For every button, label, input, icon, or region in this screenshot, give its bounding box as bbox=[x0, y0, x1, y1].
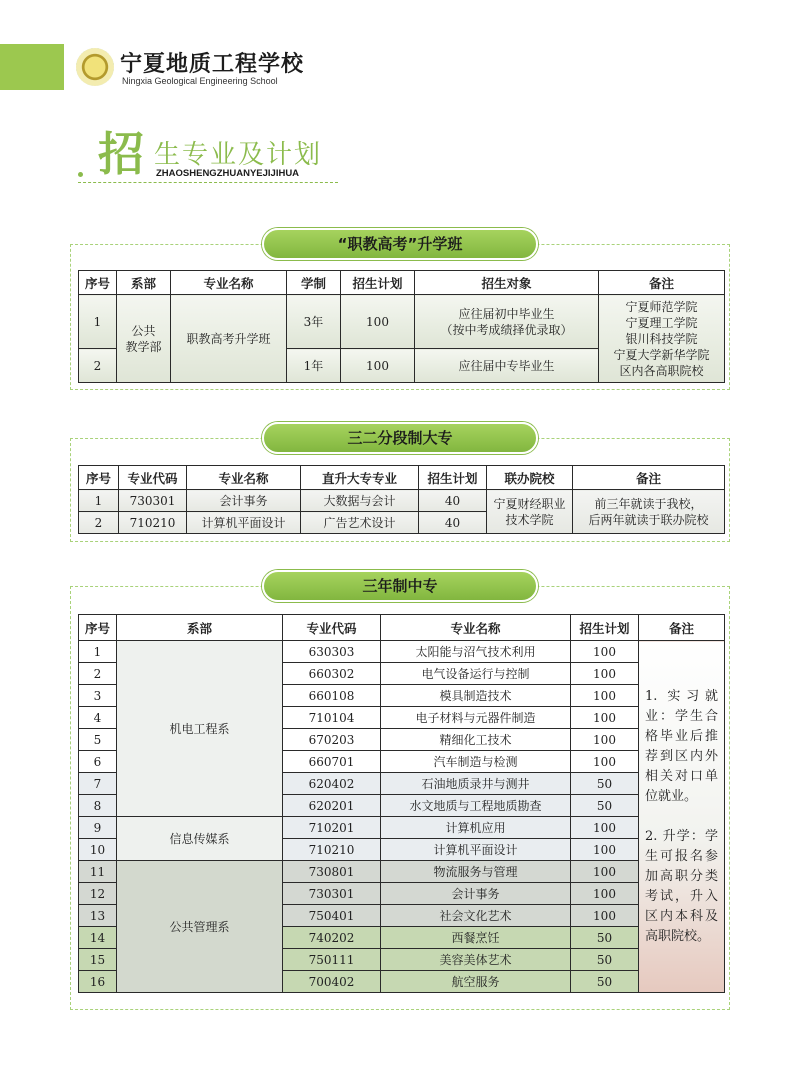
plan-cell: 50 bbox=[571, 795, 639, 817]
plan-cell: 100 bbox=[571, 883, 639, 905]
duration-cell: 1年 bbox=[287, 349, 341, 383]
section1-table bbox=[78, 270, 725, 383]
major-cell: 太阳能与沼气技术利用 bbox=[381, 641, 571, 663]
school-logo bbox=[76, 48, 114, 86]
row-number: 2 bbox=[79, 512, 119, 534]
plan-cell: 100 bbox=[341, 295, 415, 349]
col-header: 招生计划 bbox=[571, 615, 639, 641]
section3-title: 三年制中专 bbox=[262, 570, 538, 602]
plan-cell: 40 bbox=[419, 512, 487, 534]
row-number: 16 bbox=[79, 971, 117, 993]
code-cell: 660701 bbox=[283, 751, 381, 773]
college-major-cell: 广告艺术设计 bbox=[301, 512, 419, 534]
plan-cell: 100 bbox=[571, 707, 639, 729]
major-cell: 精细化工技术 bbox=[381, 729, 571, 751]
code-cell: 730301 bbox=[283, 883, 381, 905]
code-cell: 730801 bbox=[283, 861, 381, 883]
row-number: 4 bbox=[79, 707, 117, 729]
major-cell: 石油地质录井与测井 bbox=[381, 773, 571, 795]
header-accent-bar bbox=[0, 44, 64, 90]
plan-cell: 100 bbox=[571, 685, 639, 707]
major-cell: 会计事务 bbox=[381, 883, 571, 905]
table-row bbox=[79, 295, 725, 349]
row-number: 1 bbox=[79, 641, 117, 663]
target-cell: 应往届中专毕业生 bbox=[415, 349, 599, 383]
plan-cell: 40 bbox=[419, 490, 487, 512]
section2-title: 三二分段制大专 bbox=[262, 422, 538, 454]
code-cell: 750111 bbox=[283, 949, 381, 971]
college-major-cell: 大数据与会计 bbox=[301, 490, 419, 512]
code-cell: 740202 bbox=[283, 927, 381, 949]
major-cell: 会计事务 bbox=[187, 490, 301, 512]
col-header: 备注 bbox=[639, 615, 725, 641]
code-cell: 710210 bbox=[283, 839, 381, 861]
col-header: 备注 bbox=[573, 466, 725, 490]
col-header: 序号 bbox=[79, 271, 117, 295]
note-cell: 前三年就读于我校， 后两年就读于联办院校 bbox=[573, 490, 725, 534]
row-number: 12 bbox=[79, 883, 117, 905]
plan-cell: 100 bbox=[571, 729, 639, 751]
row-number: 1 bbox=[79, 295, 117, 349]
table-row bbox=[79, 641, 725, 663]
major-cell: 电子材料与元器件制造 bbox=[381, 707, 571, 729]
table-row bbox=[79, 861, 725, 883]
plan-cell: 100 bbox=[571, 861, 639, 883]
dept-cell: 公共管理系 bbox=[117, 861, 283, 993]
major-cell: 模具制造技术 bbox=[381, 685, 571, 707]
row-number: 6 bbox=[79, 751, 117, 773]
page-heading bbox=[78, 128, 338, 188]
col-header: 直升大专专业 bbox=[301, 466, 419, 490]
col-header: 招生计划 bbox=[419, 466, 487, 490]
plan-cell: 50 bbox=[571, 949, 639, 971]
table-row bbox=[79, 490, 725, 512]
code-cell: 660108 bbox=[283, 685, 381, 707]
plan-cell: 100 bbox=[571, 751, 639, 773]
table-row bbox=[79, 817, 725, 839]
dept-cell: 信息传媒系 bbox=[117, 817, 283, 861]
major-cell: 航空服务 bbox=[381, 971, 571, 993]
major-cell: 计算机平面设计 bbox=[187, 512, 301, 534]
heading-title: 生专业及计划 bbox=[154, 140, 323, 170]
col-header: 专业代码 bbox=[119, 466, 187, 490]
col-header: 招生计划 bbox=[341, 271, 415, 295]
col-header: 专业名称 bbox=[381, 615, 571, 641]
code-cell: 620201 bbox=[283, 795, 381, 817]
col-header: 序号 bbox=[79, 466, 119, 490]
code-cell: 710210 bbox=[119, 512, 187, 534]
col-header: 系部 bbox=[117, 271, 171, 295]
code-cell: 670203 bbox=[283, 729, 381, 751]
major-cell: 计算机平面设计 bbox=[381, 839, 571, 861]
partner-cell: 宁夏财经职业 技术学院 bbox=[487, 490, 573, 534]
col-header: 专业代码 bbox=[283, 615, 381, 641]
col-header: 备注 bbox=[599, 271, 725, 295]
code-cell: 730301 bbox=[119, 490, 187, 512]
code-cell: 620402 bbox=[283, 773, 381, 795]
school-name-en: Ningxia Geological Engineering School bbox=[122, 76, 278, 86]
major-cell: 汽车制造与检测 bbox=[381, 751, 571, 773]
target-cell: 应往届初中毕业生 （按中考成绩择优录取） bbox=[415, 295, 599, 349]
code-cell: 750401 bbox=[283, 905, 381, 927]
code-cell: 660302 bbox=[283, 663, 381, 685]
section2-table bbox=[78, 465, 725, 534]
major-cell: 社会文化艺术 bbox=[381, 905, 571, 927]
code-cell: 630303 bbox=[283, 641, 381, 663]
row-number: 5 bbox=[79, 729, 117, 751]
heading-big-char: 招 bbox=[98, 127, 144, 181]
dept-cell: 机电工程系 bbox=[117, 641, 283, 817]
row-number: 3 bbox=[79, 685, 117, 707]
major-cell: 西餐烹饪 bbox=[381, 927, 571, 949]
row-number: 13 bbox=[79, 905, 117, 927]
row-number: 14 bbox=[79, 927, 117, 949]
col-header: 联办院校 bbox=[487, 466, 573, 490]
row-number: 15 bbox=[79, 949, 117, 971]
heading-underline bbox=[78, 182, 338, 183]
plan-cell: 100 bbox=[571, 663, 639, 685]
row-number: 7 bbox=[79, 773, 117, 795]
row-number: 10 bbox=[79, 839, 117, 861]
heading-pinyin: ZHAOSHENGZHUANYEJIJIHUA bbox=[156, 168, 300, 179]
major-cell: 职教高考升学班 bbox=[171, 295, 287, 383]
row-number: 1 bbox=[79, 490, 119, 512]
plan-cell: 100 bbox=[571, 817, 639, 839]
row-number: 2 bbox=[79, 349, 117, 383]
row-number: 8 bbox=[79, 795, 117, 817]
code-cell: 700402 bbox=[283, 971, 381, 993]
plan-cell: 100 bbox=[571, 839, 639, 861]
code-cell: 710201 bbox=[283, 817, 381, 839]
plan-cell: 100 bbox=[571, 905, 639, 927]
plan-cell: 100 bbox=[341, 349, 415, 383]
plan-cell: 50 bbox=[571, 927, 639, 949]
plan-cell: 50 bbox=[571, 971, 639, 993]
row-number: 2 bbox=[79, 663, 117, 685]
col-header: 专业名称 bbox=[187, 466, 301, 490]
col-header: 学制 bbox=[287, 271, 341, 295]
col-header: 招生对象 bbox=[415, 271, 599, 295]
note-cell: 1. 实习就业：学生合格毕业后推荐到区内外相关对口单位就业。 2. 升学：学生可报名参加高职分类考试，升入区内本科及高职院校。 bbox=[639, 641, 725, 993]
plan-cell: 100 bbox=[571, 641, 639, 663]
col-header: 系部 bbox=[117, 615, 283, 641]
major-cell: 物流服务与管理 bbox=[381, 861, 571, 883]
plan-cell: 50 bbox=[571, 773, 639, 795]
code-cell: 710104 bbox=[283, 707, 381, 729]
row-number: 11 bbox=[79, 861, 117, 883]
section3-table bbox=[78, 614, 725, 993]
school-name-cn: 宁夏地质工程学校 bbox=[120, 51, 305, 77]
note-cell: 宁夏师范学院 宁夏理工学院 银川科技学院 宁夏大学新华学院 区内各高职院校 bbox=[599, 295, 725, 383]
heading-dot bbox=[78, 172, 83, 177]
dept-cell: 公共 教学部 bbox=[117, 295, 171, 383]
col-header: 序号 bbox=[79, 615, 117, 641]
major-cell: 水文地质与工程地质勘查 bbox=[381, 795, 571, 817]
major-cell: 美容美体艺术 bbox=[381, 949, 571, 971]
row-number: 9 bbox=[79, 817, 117, 839]
major-cell: 计算机应用 bbox=[381, 817, 571, 839]
major-cell: 电气设备运行与控制 bbox=[381, 663, 571, 685]
section1-title: “职教高考”升学班 bbox=[262, 228, 538, 260]
col-header: 专业名称 bbox=[171, 271, 287, 295]
duration-cell: 3年 bbox=[287, 295, 341, 349]
